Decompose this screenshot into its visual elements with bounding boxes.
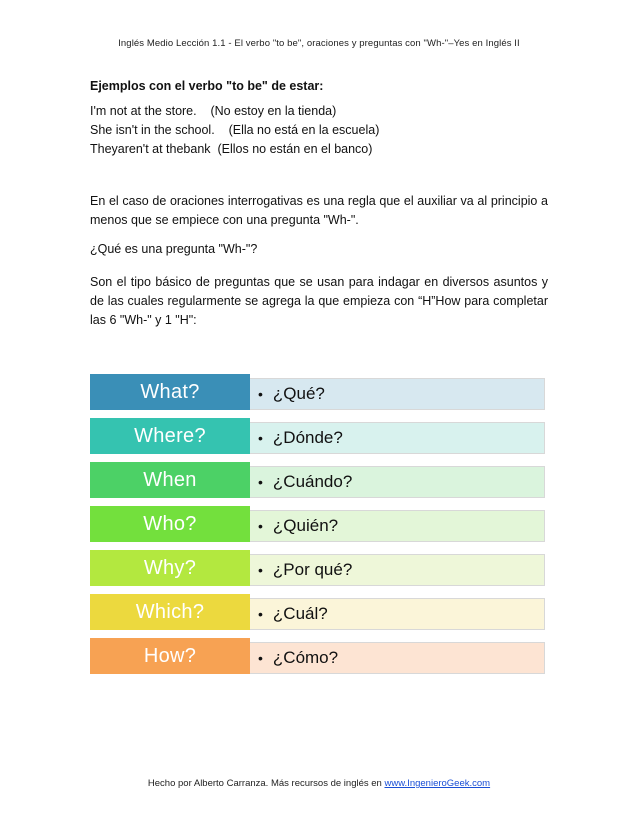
wh-translation: [258, 378, 325, 410]
bullet-icon: •: [258, 650, 263, 666]
wh-translation-text: ¿Cómo?: [272, 648, 339, 667]
wh-translation-text: ¿Cuál?: [272, 604, 328, 623]
bullet-icon: •: [258, 430, 263, 446]
wh-row: [90, 418, 548, 462]
bullet-icon: •: [258, 474, 263, 490]
wh-row-translation-box: [200, 598, 545, 630]
wh-row-translation-box: [200, 466, 545, 498]
paragraph-wh-explanation: Son el tipo básico de preguntas que se usan para indagar en diversos asuntos y de las cuales regularmente se agrega la que empieza con “H”How para completar las 6 "Wh-" y 1 "H":: [90, 275, 548, 327]
bullet-icon: •: [258, 518, 263, 534]
wh-word-label: Which?: [90, 594, 250, 630]
wh-word-label: How?: [90, 638, 250, 674]
wh-translation: [258, 554, 352, 586]
footer-text: Hecho por Alberto Carranza. Más recursos de inglés en: [147, 778, 385, 789]
question-heading: ¿Qué es una pregunta "Wh-"?: [90, 242, 258, 256]
wh-translation-text: ¿Qué?: [272, 384, 325, 403]
wh-word-label: Where?: [90, 418, 250, 454]
wh-word-label: What?: [90, 374, 250, 410]
section-title: Ejemplos con el verbo "to be" de estar:: [90, 79, 324, 93]
wh-row: [90, 462, 548, 506]
example-line: She isn't in the school. (Ella no está en la escuela): [90, 123, 380, 137]
wh-translation: [258, 466, 352, 498]
wh-row-translation-box: [200, 554, 545, 586]
wh-row: [90, 638, 548, 682]
bullet-icon: •: [258, 562, 263, 578]
wh-translation: [258, 510, 338, 542]
bullet-icon: •: [258, 606, 263, 622]
wh-row: [90, 506, 548, 550]
wh-word-label: Why?: [90, 550, 250, 586]
wh-questions-table: [90, 374, 548, 682]
wh-row-translation-box: [200, 422, 545, 454]
wh-translation: [258, 598, 328, 630]
wh-translation-text: ¿Cuándo?: [272, 472, 353, 491]
wh-row: [90, 594, 548, 638]
wh-row-translation-box: [200, 642, 545, 674]
wh-translation-text: ¿Por qué?: [272, 560, 353, 579]
wh-row-translation-box: [200, 510, 545, 542]
wh-row: [90, 374, 548, 418]
wh-translation-text: ¿Dónde?: [272, 428, 343, 447]
wh-translation: [258, 422, 343, 454]
footer-link[interactable]: www.IngenieroGeek.com: [384, 778, 491, 789]
wh-translation-text: ¿Quién?: [272, 516, 339, 535]
wh-word-label: When: [90, 462, 250, 498]
example-line: I'm not at the store. (No estoy en la tienda): [90, 104, 337, 118]
paragraph-interrogative: En el caso de oraciones interrogativas es una regla que el auxiliar va al principio a menos que se empiece con una pregunta "Wh-".: [90, 194, 548, 227]
wh-row: [90, 550, 548, 594]
example-line: Theyaren't at thebank (Ellos no están en el banco): [90, 142, 373, 156]
examples-list: [90, 102, 548, 159]
wh-translation: [258, 642, 338, 674]
bullet-icon: •: [258, 386, 263, 402]
wh-row-translation-box: [200, 378, 545, 410]
page-header: Inglés Medio Lección 1.1 - El verbo "to be", oraciones y preguntas con "Wh-"–Yes en Inglés II: [118, 38, 520, 49]
page-footer: [0, 778, 638, 789]
wh-word-label: Who?: [90, 506, 250, 542]
